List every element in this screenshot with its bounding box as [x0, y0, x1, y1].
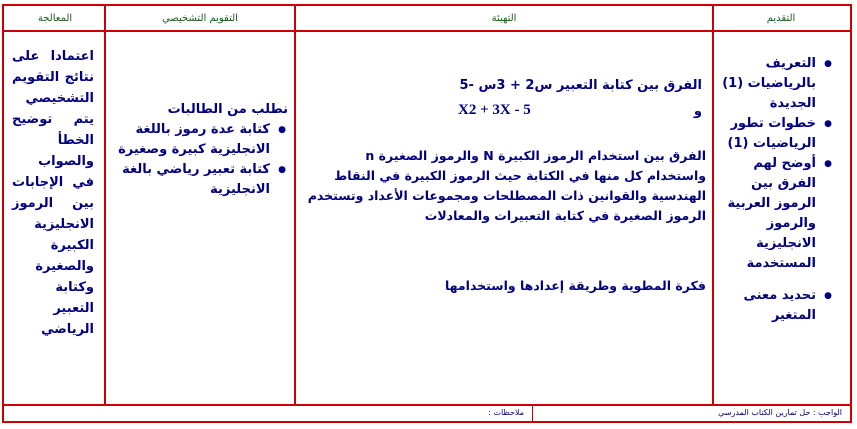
list-item: ● التعريف بالرياضيات (1) الجديدة [722, 54, 834, 114]
diagnostic-cell [112, 100, 288, 200]
list-item: ● كتابة عدة رموز باللغة الانجليزية كبيرة وصغيرة [112, 120, 288, 160]
header-row-divider [4, 30, 850, 32]
list-item: ● خطوات تطور الرياضيات (1) [722, 114, 834, 154]
warmup-and: و [693, 104, 702, 119]
list-item: ● أوضح لهم الفرق بين الرموز العربية والرموز الانجليزية المستخدمة [722, 154, 834, 274]
footer-divider [532, 406, 533, 421]
header-warmup: التهيئة [491, 12, 517, 24]
list-item: ● كتابة تعبير رياضي بالغة الانجليزية [112, 160, 288, 200]
warmup-paragraph-2: فكرة المطوية وطريقة إعدادها واستخدامها [444, 278, 706, 293]
notes-label: ملاحظات : [488, 408, 524, 417]
diagnostic-intro: نطلب من الطالبات [167, 102, 288, 117]
footer-row-divider [4, 404, 850, 406]
english-expression: X2 + 3X - 5 [458, 102, 531, 118]
presentation-list [722, 54, 834, 326]
diagnostic-list [112, 120, 288, 200]
column-divider-3 [712, 6, 714, 404]
header-presentation: التقديم [766, 12, 796, 24]
list-item: ● تحديد معنى المتغير [722, 286, 834, 326]
header-remedy: المعالجة [37, 12, 73, 24]
column-divider-2 [294, 6, 296, 404]
warmup-paragraph-1: الفرق بين استخدام الرموز الكبيرة N والرموز الصغيرة n واستخدام كل منها في الكتابة حيث الرموز الكبيرة في النقاط الهندسية والقوانين ذات المصطلحات ومجموعات الأعداد وتستخدم الرموز الصغيرة في كتابة التعبيرات والمعادلات [307, 148, 706, 223]
presentation-cell [722, 54, 834, 326]
warmup-line-1: الفرق بين كتابة التعبير س2 + 3س -5 [459, 78, 702, 93]
column-divider-1 [104, 6, 106, 404]
remedy-cell: اعتمادا على نتائج التقويم التشخيصي يتم توضيح الخطأ والصواب في الإجابات بين الرموز الانجليزية الكبيرة والصغيرة وكتابة التعبير الرياضي [12, 49, 94, 337]
header-diagnostic: التقويم التشخيصي [162, 12, 238, 24]
homework-text: الواجب : حل تمارين الكتاب المدرسي [718, 408, 842, 417]
